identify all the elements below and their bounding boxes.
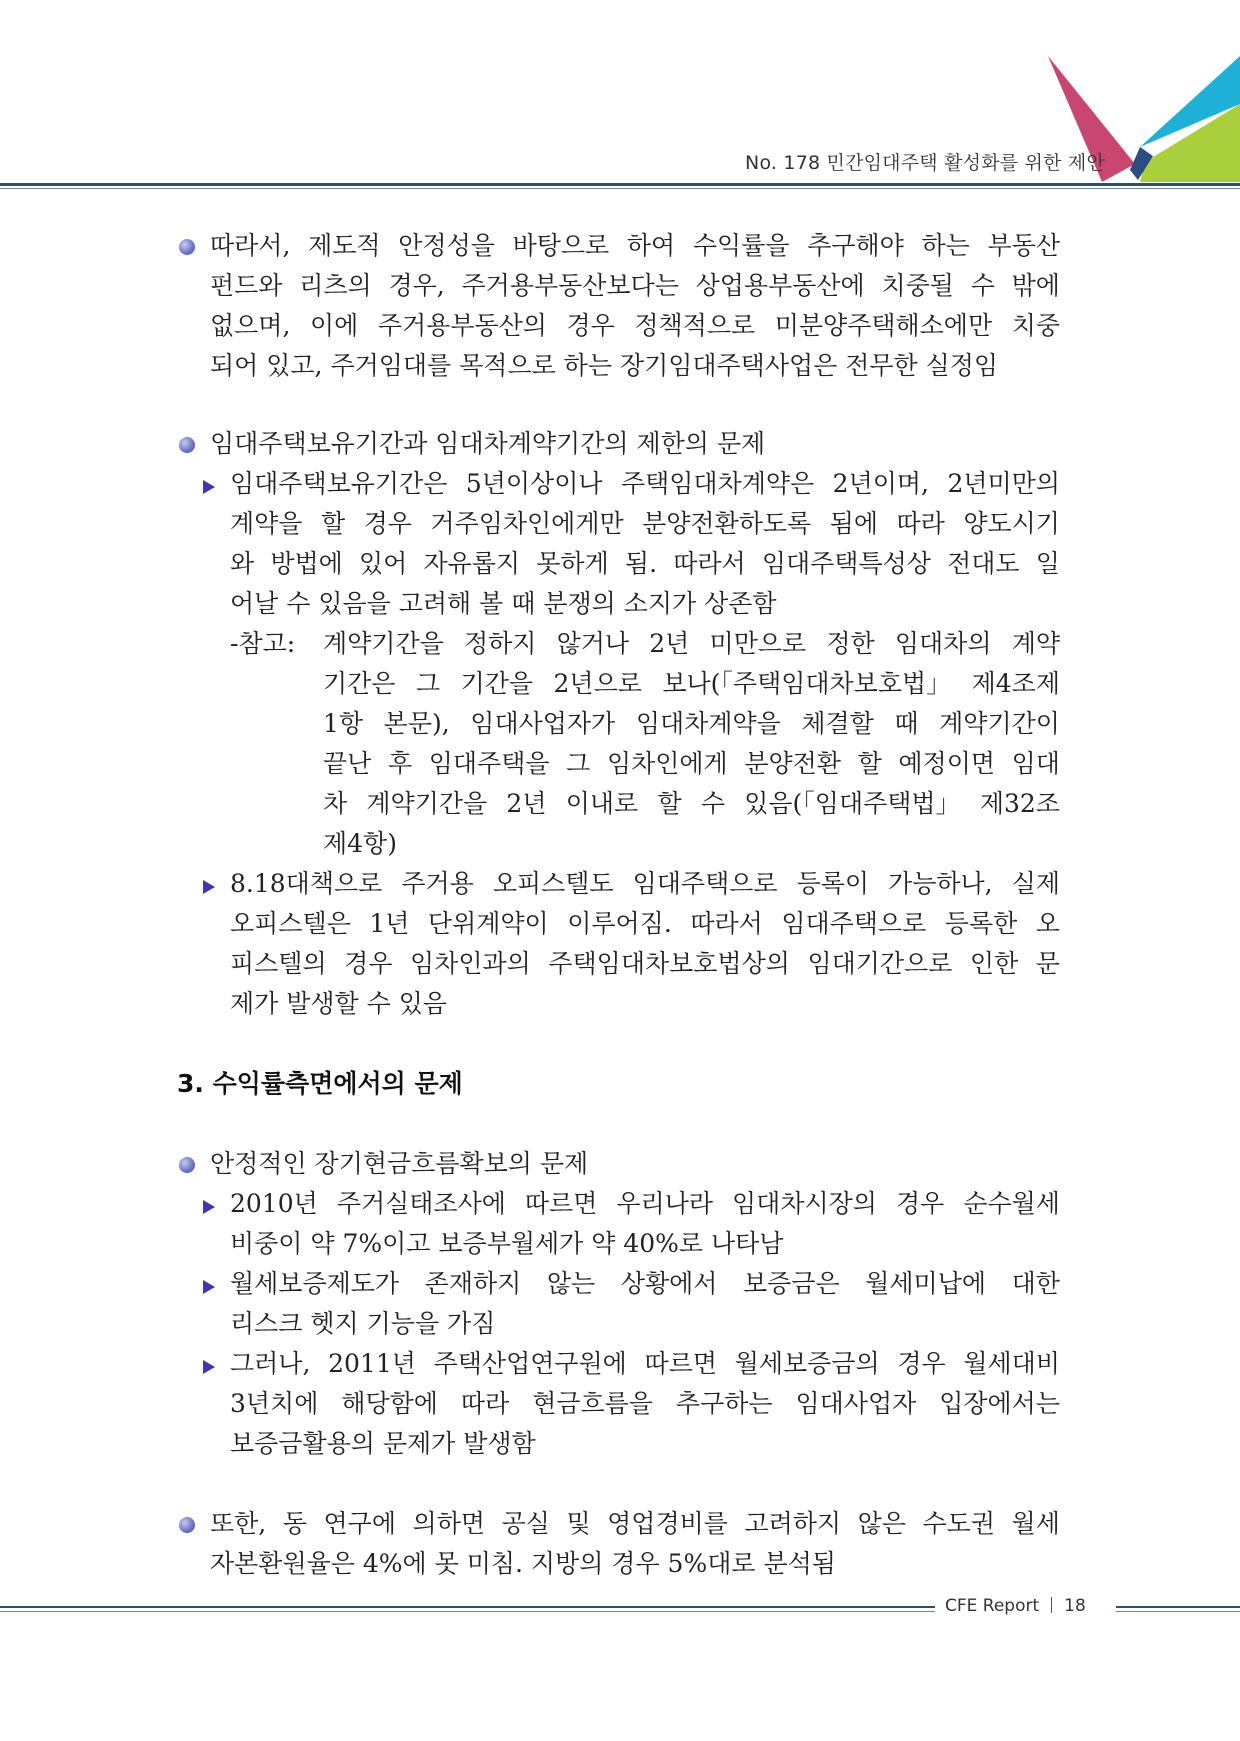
text-line — [230, 464, 1060, 504]
word: 계약기간이 — [939, 709, 1060, 738]
word: 1년 — [369, 909, 410, 938]
word: 오피스텔은 — [230, 909, 351, 938]
word: 없으며, — [210, 311, 291, 340]
word: 후 — [387, 749, 413, 778]
word: 제4조제 — [971, 669, 1060, 698]
word: 영업경비를 — [607, 1509, 728, 1538]
footer-rule-right-thin — [1116, 1611, 1240, 1612]
text-line — [210, 1504, 1060, 1544]
word: 임대주택을 — [428, 749, 550, 778]
word: 양도시기 — [963, 509, 1060, 538]
word: 리츠의 — [299, 271, 372, 300]
paragraph-cap-rate — [210, 1504, 1060, 1584]
word: 예정이면 — [898, 749, 996, 778]
word: 미만으로 — [709, 629, 807, 658]
paragraph-officetel — [230, 864, 1060, 1024]
word: 고려하지 — [744, 1509, 842, 1538]
paragraph-holding-period-heading — [210, 424, 1060, 464]
word: 따라서 — [673, 549, 746, 578]
word: 등록한 — [944, 909, 1018, 938]
word: 수도권 — [922, 1509, 995, 1538]
triangle-bullet — [203, 1200, 215, 1214]
word: 임대주택특성상 — [761, 549, 931, 578]
word: 따르면 — [644, 1349, 717, 1378]
word: 실제 — [1011, 869, 1060, 898]
word: 따라서, — [210, 231, 291, 260]
word: 입장에서는 — [939, 1389, 1060, 1418]
word: 분양전환하도록 — [642, 509, 812, 538]
text-line — [210, 306, 1060, 346]
paragraph-deposit-hedge — [230, 1264, 1060, 1344]
word: 및 — [566, 1509, 591, 1538]
word: 할 — [857, 749, 882, 778]
word: 정한 — [826, 629, 875, 658]
word: 않은 — [857, 1509, 906, 1538]
word: 순수월세 — [963, 1189, 1060, 1218]
word: 수 — [970, 271, 995, 300]
word: 3년치에 — [230, 1389, 319, 1418]
word: 끝난 — [323, 749, 372, 778]
word: 임차인과의 — [410, 949, 531, 978]
word: 임대차계약을 — [635, 709, 781, 738]
word: 연구에 — [323, 1509, 396, 1538]
word: 임대주택으로 — [781, 909, 927, 938]
word: 안정성을 — [398, 231, 495, 260]
word: 경우 — [363, 509, 412, 538]
word: 경우 — [566, 311, 615, 340]
word: 이루어짐. — [567, 909, 672, 938]
word: 또한, — [210, 1509, 267, 1538]
word: 계약 — [1011, 629, 1060, 658]
word: 임대차시장의 — [732, 1189, 877, 1218]
reference-label: -참고: — [230, 629, 296, 658]
word: 8.18대책으로 — [230, 869, 383, 898]
text-line: 비중이 약 7%이고 보증부월세가 약 40%로 나타남 — [230, 1229, 784, 1258]
circle-bullet — [179, 1157, 195, 1173]
word: 있어 — [358, 549, 408, 578]
text-line: 자본환원율은 4%에 못 미침. 지방의 경우 5%대로 분석됨 — [210, 1549, 836, 1578]
footer-rule-right — [1116, 1606, 1240, 1608]
word: 기간은 — [323, 669, 396, 698]
footer-rule-thin — [0, 1611, 935, 1612]
word: 임대사업자 — [795, 1389, 917, 1418]
word: 수익률을 — [692, 231, 790, 260]
word: 계약기간을 — [366, 789, 488, 818]
word: 월세 — [1011, 1509, 1060, 1538]
word: 주거용부동산보다는 — [461, 271, 679, 300]
word: 주거실태조사에 — [336, 1189, 506, 1218]
circle-bullet — [179, 1517, 195, 1533]
header-rule-thin — [0, 188, 1240, 189]
word: 못하게 — [536, 549, 609, 578]
word: 치중될 — [881, 271, 954, 300]
word: 2년 — [506, 789, 547, 818]
word: 2년이며, — [832, 469, 929, 498]
word: 공실 — [501, 1509, 550, 1538]
word: 할 — [320, 509, 346, 538]
text-line — [323, 664, 1060, 704]
triangle-bullet — [203, 480, 215, 494]
text-line — [323, 784, 1060, 824]
text-line — [230, 944, 1060, 984]
word: 분양전환 — [744, 749, 841, 778]
footer-report-name: CFE Report — [945, 1596, 1040, 1616]
word: 동 — [282, 1509, 307, 1538]
word: 할 — [657, 789, 682, 818]
word: 2년 — [649, 629, 690, 658]
text-line — [230, 864, 1060, 904]
word: 월세보증금의 — [734, 1349, 880, 1378]
word: 제도적 — [308, 231, 381, 260]
paragraph-deposit-utilization — [230, 1344, 1060, 1464]
word: 자유롭지 — [423, 549, 521, 578]
word: 임차인에게 — [606, 749, 728, 778]
word: 보나(「주택임대차보호법」 — [662, 669, 952, 698]
word: 와 — [230, 549, 255, 578]
word: 경우 — [897, 1349, 946, 1378]
word: 본문), — [383, 709, 450, 738]
word: 차 — [323, 789, 348, 818]
word: 가능하나, — [888, 869, 993, 898]
word: 오피스텔도 — [492, 869, 614, 898]
word: 대한 — [1011, 1269, 1060, 1298]
word: 해당함에 — [341, 1389, 438, 1418]
paragraph-institutional-stability — [210, 226, 1060, 386]
word: 됨에 — [829, 509, 878, 538]
word: 주거용부동산의 — [377, 311, 547, 340]
word: 따라서 — [690, 909, 763, 938]
triangle-bullet — [203, 880, 215, 894]
text-line — [230, 504, 1060, 544]
word: 상황에서 — [620, 1269, 718, 1298]
word: 않는 — [546, 1269, 596, 1298]
word: 경우 — [895, 1189, 945, 1218]
text-line — [323, 624, 1060, 664]
word: 됨. — [624, 549, 658, 578]
word: 밖에 — [1011, 271, 1060, 300]
footer-separator — [1051, 1597, 1052, 1613]
word: 부동산 — [987, 231, 1060, 260]
word: 기간을 — [460, 669, 534, 698]
word: 그 — [415, 669, 441, 698]
word: 주택임대차보호법상의 — [548, 949, 790, 978]
word: 전대도 — [947, 549, 1020, 578]
word: 하는 — [921, 231, 970, 260]
word: 미분양주택해소에만 — [774, 311, 993, 340]
word: 방법에 — [270, 549, 343, 578]
word: 2010년 — [230, 1189, 318, 1218]
word: 주거용 — [401, 869, 474, 898]
word: 피스텔의 — [230, 949, 327, 978]
word: 체결할 — [801, 709, 874, 738]
text-line: 보증금활용의 문제가 발생함 — [230, 1429, 536, 1458]
word: 5년이상이나 — [465, 469, 603, 498]
reference-note — [323, 624, 1060, 864]
word: 거주임차인에게만 — [430, 509, 624, 538]
word: 계약기간을 — [323, 629, 444, 658]
header-title: No. 178 민간임대주택 활성화를 위한 제안 — [745, 152, 1105, 174]
text-line — [323, 704, 1060, 744]
text-line: 리스크 헷지 기능을 가짐 — [230, 1309, 496, 1338]
triangle-bullet — [203, 1360, 215, 1374]
word: 임대사업자가 — [470, 709, 616, 738]
word: 임대기간으로 — [807, 949, 953, 978]
word: 따르면 — [524, 1189, 598, 1218]
word: 등록이 — [796, 869, 870, 898]
word: 단위계약이 — [427, 909, 549, 938]
paragraph-cashflow-heading — [210, 1144, 1060, 1184]
word: 2년으로 — [553, 669, 642, 698]
text-line: 어날 수 있음을 고려해 볼 때 분쟁의 소지가 상존함 — [230, 589, 777, 618]
text-line — [210, 226, 1060, 266]
word: 않거나 — [556, 629, 630, 658]
word: 하여 — [626, 231, 676, 260]
word: 오 — [1035, 909, 1060, 938]
circle-bullet — [179, 437, 195, 453]
word: 따라 — [460, 1389, 510, 1418]
word: 문 — [1035, 949, 1060, 978]
word: 의하면 — [412, 1509, 485, 1538]
word: 2011년 — [328, 1349, 416, 1378]
word: 2년미만의 — [947, 469, 1060, 498]
paragraph-housing-survey — [230, 1184, 1060, 1264]
text-line — [230, 544, 1060, 584]
word: 추구해야 — [807, 231, 904, 260]
circle-bullet — [179, 239, 195, 255]
word: 임대주택으로 — [632, 869, 778, 898]
footer — [945, 1596, 1086, 1616]
text-line — [210, 266, 1060, 306]
word: 추구하는 — [675, 1389, 773, 1418]
word: 수 — [700, 789, 725, 818]
word: 정하지 — [463, 629, 537, 658]
text-line — [230, 1264, 1060, 1304]
word: 상업용부동산에 — [695, 271, 865, 300]
word: 현금흐름을 — [532, 1389, 653, 1418]
page-number: 18 — [1064, 1596, 1086, 1616]
word: 월세대비 — [963, 1349, 1060, 1378]
word: 그 — [566, 749, 591, 778]
word: 있음(「임대주택법」 — [744, 789, 961, 818]
word: 치중 — [1011, 311, 1060, 340]
word: 계약을 — [230, 509, 303, 538]
word: 펀드와 — [210, 271, 283, 300]
word: 존재하지 — [424, 1269, 522, 1298]
text-line — [230, 904, 1060, 944]
word: 이내로 — [565, 789, 639, 818]
word: 그러나, — [230, 1349, 311, 1378]
word: 따라 — [896, 509, 945, 538]
text-line — [230, 1384, 1060, 1424]
word: 주택산업연구원에 — [433, 1349, 627, 1378]
text-line: 되어 있고, 주거임대를 목적으로 하는 장기임대주택사업은 전무한 실정임 — [210, 351, 999, 380]
word: 때 — [894, 709, 919, 738]
paragraph-holding-period-detail — [230, 464, 1060, 624]
text-line: 안정적인 장기현금흐름확보의 문제 — [210, 1149, 589, 1178]
word: 제32조 — [979, 789, 1060, 818]
footer-rule — [0, 1606, 935, 1608]
word: 경우 — [344, 949, 393, 978]
text-line — [230, 1344, 1060, 1384]
word: 정책적으로 — [634, 311, 756, 340]
word: 경우, — [388, 271, 445, 300]
header-rule — [0, 183, 1240, 186]
word: 이에 — [309, 311, 359, 340]
section-heading: 3. 수익률측면에서의 문제 — [177, 1069, 463, 1098]
text-line: 제4항) — [323, 829, 397, 858]
text-line: 임대주택보유기간과 임대차계약기간의 제한의 문제 — [210, 429, 766, 458]
text-line: 제가 발생할 수 있음 — [230, 989, 448, 1018]
word: 인한 — [969, 949, 1019, 978]
word: 월세미납에 — [865, 1269, 987, 1298]
text-line — [230, 1184, 1060, 1224]
word: 일 — [1035, 549, 1060, 578]
word: 보증금은 — [743, 1269, 840, 1298]
triangle-bullet — [203, 1280, 215, 1294]
word: 바탕으로 — [512, 231, 610, 260]
word: 우리나라 — [616, 1189, 713, 1218]
word: 임대차의 — [894, 629, 992, 658]
text-line — [323, 744, 1060, 784]
word: 주택임대차계약은 — [620, 469, 815, 498]
word: 월세보증제도가 — [230, 1269, 400, 1298]
word: 임대 — [1011, 749, 1060, 778]
word: 1항 — [323, 709, 364, 738]
word: 임대주택보유기간은 — [230, 469, 448, 498]
